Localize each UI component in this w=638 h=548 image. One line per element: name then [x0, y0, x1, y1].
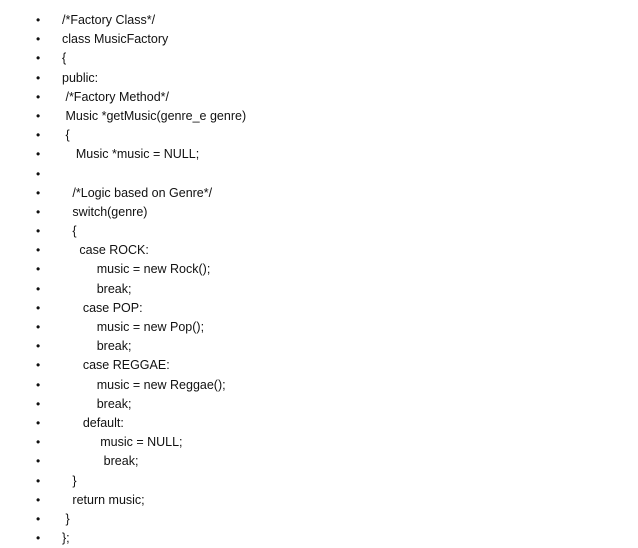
bullet-icon: • [36, 224, 41, 239]
code-line-text: Music *music = NULL; [62, 147, 200, 162]
code-line-text: case ROCK: [62, 243, 149, 258]
bullet-icon: • [36, 300, 41, 315]
code-line-text: }; [62, 531, 70, 546]
bullet-icon: • [36, 358, 41, 373]
code-line-text: { [62, 51, 67, 66]
bullet-icon: • [36, 531, 41, 546]
bullet-icon: • [36, 243, 41, 258]
bullet-icon: • [36, 13, 41, 27]
bullet-icon: • [36, 454, 41, 469]
bullet-icon: • [36, 32, 41, 47]
bullet-icon: • [36, 89, 41, 104]
code-line-text: break; [62, 281, 132, 296]
bullet-icon: • [36, 511, 41, 526]
code-line-text: default: [62, 415, 124, 430]
bullet-icon: • [36, 339, 41, 354]
code-line-text: music = new Reggae(); [62, 377, 226, 392]
code-line-text: } [62, 473, 77, 488]
code-line-text: Music *getMusic(genre_e genre) [62, 108, 247, 123]
bullet-icon: • [36, 185, 41, 200]
bullet-icon: • [36, 377, 41, 392]
bullet-icon: • [36, 281, 41, 296]
code-line-text: case REGGAE: [62, 358, 170, 373]
code-line-text: class MusicFactory [62, 32, 169, 47]
bullet-icon: • [36, 204, 41, 219]
bullet-icon: • [36, 166, 41, 181]
bullet-icon: • [36, 51, 41, 66]
code-line-text: { [62, 224, 77, 239]
code-line-text: break; [62, 454, 139, 469]
code-line-text: } [62, 511, 70, 526]
code-line-text: case POP: [62, 300, 143, 315]
bullet-icon: • [36, 473, 41, 488]
bullet-icon: • [36, 320, 41, 334]
code-line-text: /*Factory Method*/ [62, 89, 169, 104]
bullet-icon: • [36, 435, 41, 450]
bullet-icon: • [36, 147, 41, 162]
code-line-text: music = new Rock(); [62, 262, 211, 277]
code-line-text: { [62, 128, 70, 143]
bullet-icon: • [36, 262, 41, 277]
code-line-text: music = NULL; [62, 435, 183, 450]
code-line-text: music = new Pop(); [62, 320, 205, 334]
bullet-icon: • [36, 108, 41, 123]
bullet-icon: • [36, 128, 41, 143]
bullet-icon: • [36, 396, 41, 411]
bullet-icon: • [36, 492, 41, 507]
bullet-icon: • [36, 70, 41, 85]
code-line-text: /*Factory Class*/ [62, 13, 156, 27]
code-line-text: break; [62, 339, 132, 354]
code-line-text: public: [62, 70, 99, 85]
code-line-text: /*Logic based on Genre*/ [62, 185, 213, 200]
code-line-text: break; [62, 396, 132, 411]
code-line-text: switch(genre) [62, 204, 148, 219]
code-line-text: return music; [62, 492, 145, 507]
bullet-icon: • [36, 415, 41, 430]
